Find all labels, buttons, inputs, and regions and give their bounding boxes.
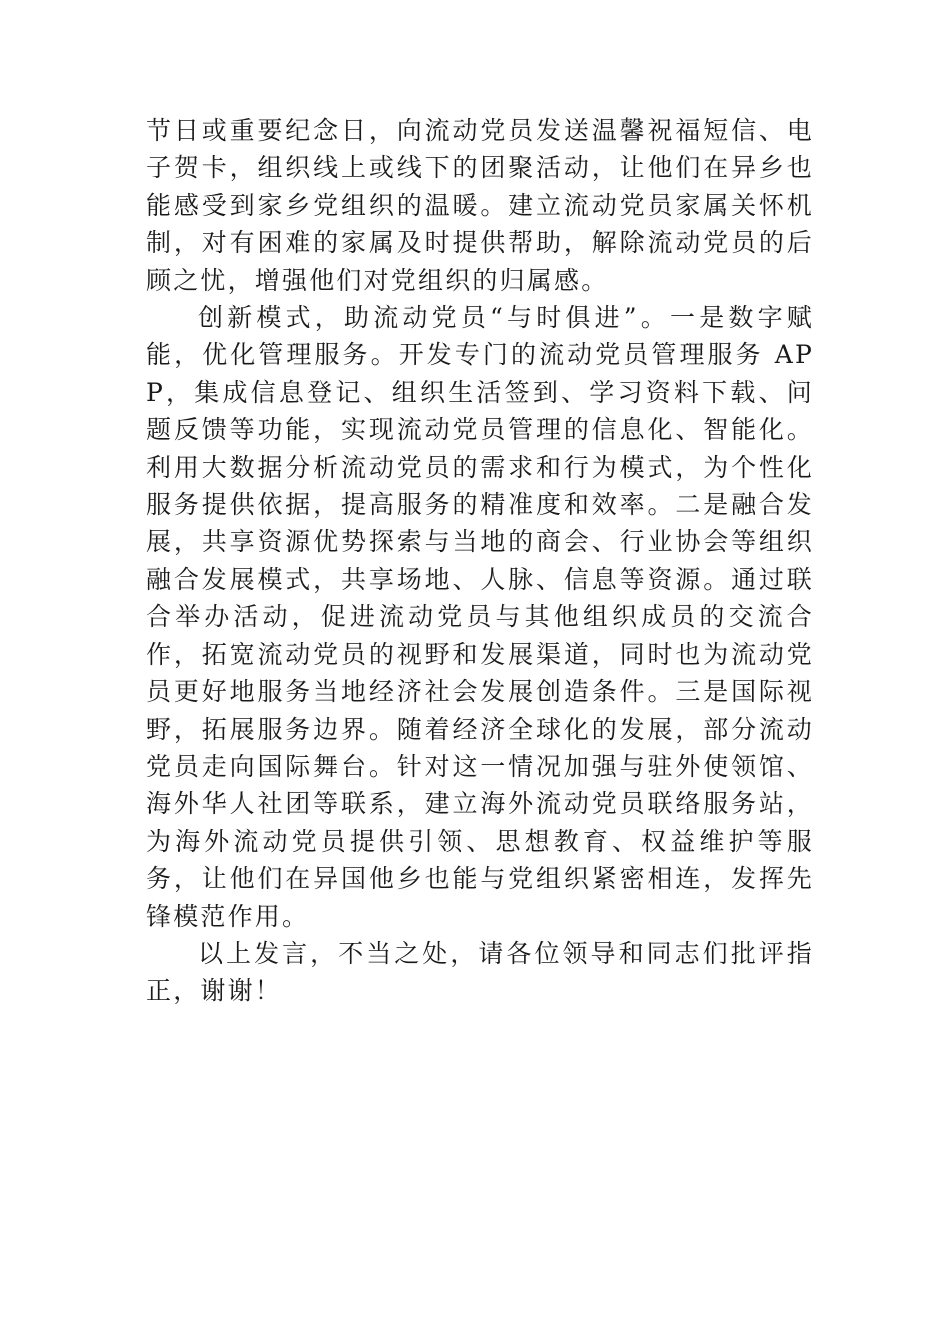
- document-body: [146, 112, 814, 1010]
- paragraph-3: 以上发言，不当之处，请各位领导和同志们批评指正，谢谢！: [146, 938, 814, 1006]
- paragraph-1: 节日或重要纪念日，向流动党员发送温馨祝福短信、电子贺卡，组织线上或线下的团聚活动，让他们在异乡也能感受到家乡党组织的温暖。建立流动党员家属关怀机制，对有困难的家属及时提供帮助，解除流动党员的后顾之忧，增强他们对党组织的归属感。: [146, 116, 814, 295]
- paragraph-2: 创新模式，助流动党员“与时俱进”。一是数字赋能，优化管理服务。开发专门的流动党员管理服务 APP，集成信息登记、组织生活签到、学习资料下载、问题反馈等功能，实现流动党员管理的信息化、智能化。利用大数据分析流动党员的需求和行为模式，为个性化服务提供依据，提高服务的精准度和效率。二是融合发展，共享资源优势探索与当地的商会、行业协会等组织融合发展模式，共享场地、人脉、信息等资源。通过联合举办活动，促进流动党员与其他组织成员的交流合作，拓宽流动党员的视野和发展渠道，同时也为流动党员更好地服务当地经济社会发展创造条件。三是国际视野，拓展服务边界。随着经济全球化的发展，部分流动党员走向国际舞台。针对这一情况加强与驻外使领馆、海外华人社团等联系，建立海外流动党员联络服务站，为海外流动党员提供引领、思想教育、权益维护等服务，让他们在异国他乡也能与党组织紧密相连，发挥先锋模范作用。: [146, 303, 814, 931]
